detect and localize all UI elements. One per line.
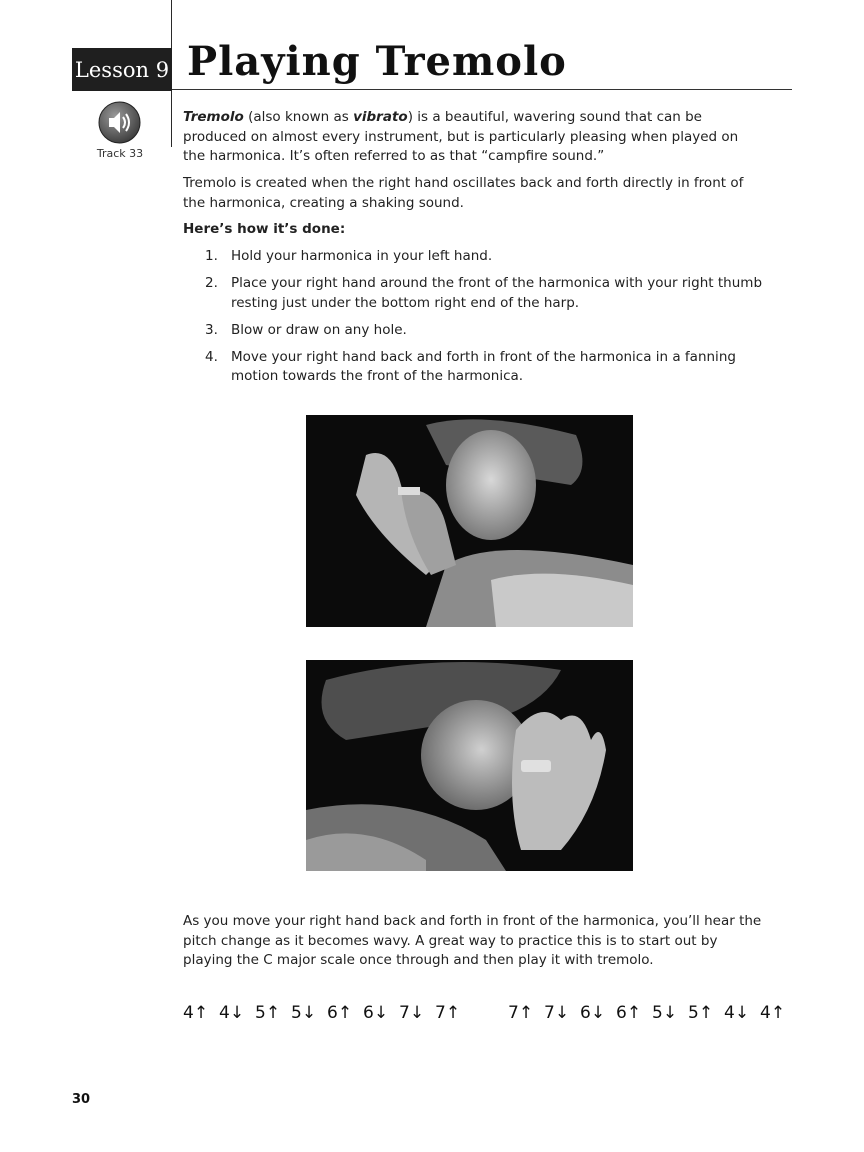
intro-text-2: ) is a beautiful, wavering sound that can be produced on almost every instrument, but is particularly pleasing when played on the harmonica. It’s often referred to as that “campfire sound.” xyxy=(183,109,739,164)
step-text: Move your right hand back and forth in front of the harmonica in a fanning motion towards the front of the harmonica. xyxy=(231,348,736,384)
note-4: 5↓ xyxy=(291,1003,317,1023)
note-8: 7↑ xyxy=(435,1003,461,1023)
note-1: 7↑ xyxy=(508,1003,534,1023)
step-number: 1. xyxy=(205,248,218,264)
note-3: 5↑ xyxy=(255,1003,281,1023)
list-item xyxy=(205,274,765,313)
steps-list xyxy=(205,247,765,394)
note-4: 6↑ xyxy=(616,1003,642,1023)
term-tremolo: Tremolo xyxy=(183,109,244,125)
list-item xyxy=(205,348,765,387)
how-to-heading: Here’s how it’s done: xyxy=(183,221,346,237)
title-underline xyxy=(172,89,792,90)
note-2: 7↓ xyxy=(544,1003,570,1023)
note-2: 4↓ xyxy=(219,1003,245,1023)
note-7: 7↓ xyxy=(399,1003,425,1023)
step-number: 3. xyxy=(205,321,218,338)
speaker-icon[interactable] xyxy=(98,101,141,144)
track-label: Track 33 xyxy=(96,147,144,160)
note-5: 5↓ xyxy=(652,1003,678,1023)
step-text: Blow or draw on any hole. xyxy=(231,321,407,338)
intro-text-1: (also known as xyxy=(243,109,354,125)
lesson-label: Lesson 9 xyxy=(72,48,172,91)
intro-paragraph xyxy=(183,108,763,167)
note-6: 5↑ xyxy=(688,1003,714,1023)
list-item xyxy=(205,321,765,341)
page-title: Playing Tremolo xyxy=(187,38,567,85)
note-1: 4↑ xyxy=(183,1003,209,1023)
term-vibrato: vibrato xyxy=(353,109,408,125)
note-3: 6↓ xyxy=(580,1003,606,1023)
tremolo-description: Tremolo is created when the right hand oscillates back and forth directly in front of the harmonica, creating a shaking sound. xyxy=(183,175,744,211)
note-8: 4↑ xyxy=(760,1003,786,1023)
photo-tremolo-front xyxy=(306,415,633,627)
practice-paragraph: As you move your right hand back and forth in front of the harmonica, you’ll hear the pitch change as it becomes wavy. A great way to practice this is to start out by playing the C major scale once through and then play it with tremolo. xyxy=(183,913,762,968)
note-5: 6↑ xyxy=(327,1003,353,1023)
photo-tremolo-side xyxy=(306,660,633,871)
note-6: 6↓ xyxy=(363,1003,389,1023)
step-number: 4. xyxy=(205,348,218,365)
step-number: 2. xyxy=(205,275,218,291)
step-text: Place your right hand around the front of the harmonica with your right thumb resting just under the bottom right end of the harp. xyxy=(231,275,763,311)
step-text: Hold your harmonica in your left hand. xyxy=(231,248,493,264)
list-item xyxy=(205,247,765,267)
page-number: 30 xyxy=(72,1092,91,1107)
note-7: 4↓ xyxy=(724,1003,750,1023)
